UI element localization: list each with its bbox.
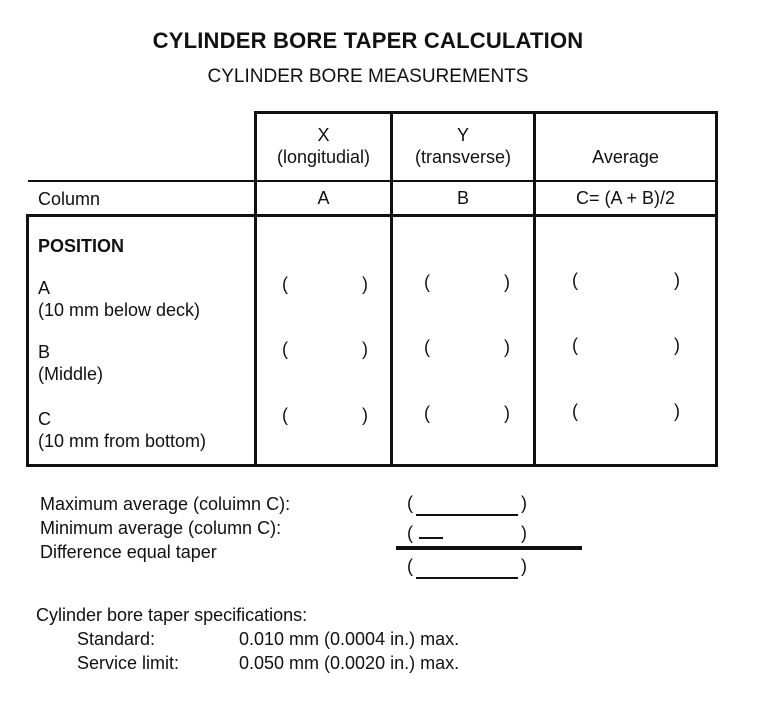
max-average-label: Maximum average (coluimn C): (40, 494, 291, 514)
row-a-avg-close: ) (674, 270, 680, 290)
max-close-paren: ) (521, 493, 527, 513)
specs-heading: Cylinder bore taper specifications: (36, 605, 308, 625)
row-b-label (38, 341, 103, 385)
table-top-border (254, 111, 718, 114)
min-average-label: Minimum average (column C): (40, 518, 282, 538)
diff-close-paren: ) (521, 556, 527, 576)
row-b-x-open: ( (282, 339, 288, 359)
row-c-x-open: ( (282, 405, 288, 425)
diff-open-paren: ( (407, 556, 413, 576)
col-avg-header: Average (592, 147, 659, 167)
difference-label: Difference equal taper (40, 542, 217, 562)
row-a-label (38, 277, 200, 321)
row-c-label (38, 408, 206, 452)
difference-blank[interactable] (416, 577, 518, 579)
row-a-desc: (10 mm below deck) (38, 300, 201, 320)
service-limit-value: 0.050 mm (0.0020 in.) max. (239, 653, 460, 673)
col-x-header (257, 124, 390, 168)
standard-label: Standard: (77, 629, 156, 649)
max-open-paren: ( (407, 493, 413, 513)
col-code-a: A (317, 188, 330, 208)
row-b-avg-close: ) (674, 335, 680, 355)
page-subtitle: CYLINDER BORE MEASUREMENTS (207, 66, 529, 87)
col-x-name: (longitudial) (276, 147, 371, 167)
row-a-avg-open: ( (572, 270, 578, 290)
page-title: CYLINDER BORE TAPER CALCULATION (152, 28, 584, 53)
row-b-y-close: ) (504, 337, 510, 357)
col-code-b: B (456, 188, 469, 208)
col-y-header (393, 124, 533, 168)
row-a-y-open: ( (424, 272, 430, 292)
header-separator (28, 180, 718, 182)
row-a-x-close: ) (362, 274, 368, 294)
row-c-avg-open: ( (572, 401, 578, 421)
table-left-border (26, 214, 29, 467)
col-y-name: (transverse) (414, 147, 512, 167)
column-label: Column (38, 189, 101, 209)
max-average-blank[interactable] (416, 514, 518, 516)
table-bottom-border (26, 464, 718, 467)
subtraction-rule (396, 546, 582, 550)
row-b-x-close: ) (362, 339, 368, 359)
row-a-y-close: ) (504, 272, 510, 292)
col-x-letter: X (317, 125, 330, 145)
min-close-paren: ) (521, 523, 527, 543)
row-c-avg-close: ) (674, 401, 680, 421)
row-b-letter: B (38, 342, 51, 362)
row-c-x-close: ) (362, 405, 368, 425)
row-a-letter: A (38, 278, 51, 298)
row-b-y-open: ( (424, 337, 430, 357)
table-right-border (715, 111, 718, 467)
row-c-desc: (10 mm from bottom) (38, 431, 207, 451)
row-a-x-open: ( (282, 274, 288, 294)
position-heading: POSITION (38, 236, 125, 256)
min-average-dash (419, 537, 443, 539)
min-open-paren: ( (407, 523, 413, 543)
standard-value: 0.010 mm (0.0004 in.) max. (239, 629, 460, 649)
row-b-desc: (Middle) (38, 364, 104, 384)
row-c-y-close: ) (504, 403, 510, 423)
row-b-avg-open: ( (572, 335, 578, 355)
row-c-letter: C (38, 409, 51, 429)
row-c-y-open: ( (424, 403, 430, 423)
col-code-c: C= (A + B)/2 (575, 188, 676, 208)
service-limit-label: Service limit: (77, 653, 180, 673)
codes-separator (28, 214, 718, 217)
col-y-letter: Y (456, 125, 469, 145)
